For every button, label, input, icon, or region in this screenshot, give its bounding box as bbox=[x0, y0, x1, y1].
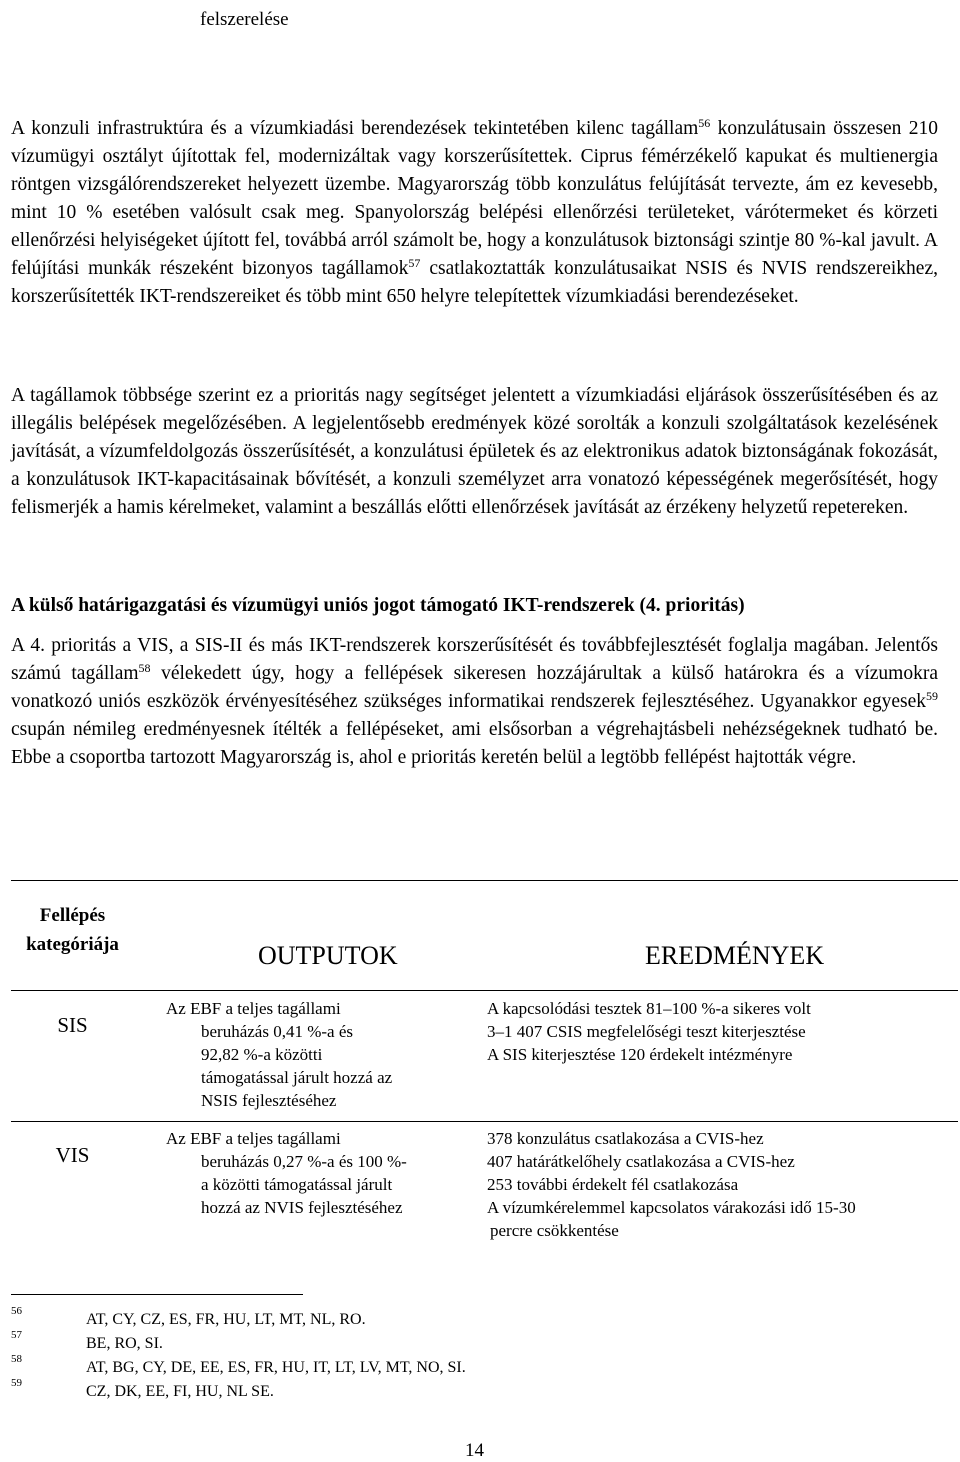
paragraph-text: A konzuli infrastruktúra és a vízumkiadási berendezések tekintetében kilenc tagállam bbox=[11, 118, 699, 139]
footnote-ref-57[interactable]: 57 bbox=[408, 256, 421, 270]
section-heading: A külső határigazgatási és vízumügyi uniós jogot támogató IKT-rendszerek (4. prioritás) bbox=[11, 595, 745, 616]
footnote-number-58: 58 bbox=[11, 1353, 22, 1365]
cell-line: A kapcsolódási tesztek 81–100 %-a sikeres volt bbox=[487, 999, 811, 1018]
table-header-results: EREDMÉNYEK bbox=[645, 941, 825, 970]
cell-line: 92,82 %-a közötti bbox=[201, 1045, 323, 1064]
header-line: Fellépés bbox=[39, 905, 106, 926]
header-line: kategóriája bbox=[26, 934, 119, 955]
footnote-text-57: BE, RO, SI. bbox=[86, 1335, 163, 1352]
page-number: 14 bbox=[465, 1440, 484, 1461]
cell-line: 253 további érdekelt fél csatlakozása bbox=[487, 1175, 739, 1194]
cell-line: 407 határátkelőhely csatlakozása a CVIS-hez bbox=[487, 1152, 795, 1171]
paragraph-text: csupán némileg eredményesnek ítélték a fellépéseket, ami elsősorban a végrehajtásbeli nehézségeknek tudható be. Ebbe a csoportba tartozott Magyarország is, ahol e prioritás keretén belül a legtöbb fellépést hajtották végre. bbox=[11, 719, 938, 768]
cell-line: percre csökkentése bbox=[490, 1221, 619, 1240]
paragraph-text: A tagállamok többsége szerint ez a prioritás nagy segítséget jelentett a vízumkiadási eljárások összerűsítésében és az illegális belépések megelőzésében. A legjelentősebb eredmények közé sorolták a konzuli szolgáltatások kezelésének javítását, a vízumfeldolgozás összerűsítését, a konzulátusi épületek és az elektronikus adatok biztonságának fokozását, a konzulátusok IKT-kapacitásainak bővítését, a konzuli személyzet arra vonatozó képességének megerősítését, hogy felismerjék a hamis kérelmeket, valamint a beszállás előtti ellenőrzések javítását az érzékeny helyzetű repetereken. bbox=[11, 385, 938, 518]
table-top-rule bbox=[11, 880, 958, 881]
table-row-rule bbox=[11, 1121, 958, 1122]
footnote-text-56: AT, CY, CZ, ES, FR, HU, LT, MT, NL, RO. bbox=[86, 1311, 366, 1328]
paragraph-priority-results bbox=[11, 382, 938, 522]
cell-line: 378 konzulátus csatlakozása a CVIS-hez bbox=[487, 1129, 764, 1148]
footnote-ref-59[interactable]: 59 bbox=[926, 689, 938, 703]
table-header-outputs: OUTPUTOK bbox=[258, 941, 398, 970]
paragraph-text: A 4. prioritás a VIS, a SIS-II és más IKT-rendszerek korszerűsítését és továbbfejlesztését foglalja magában. Jelentős számú tagállam bbox=[11, 635, 938, 684]
cell-line: 3–1 407 CSIS megfelelőségi teszt kiterjesztése bbox=[487, 1022, 806, 1041]
table-header-rule bbox=[11, 990, 958, 991]
paragraph-consular-infrastructure bbox=[11, 115, 938, 311]
paragraph-text: vélekedett úgy, hogy a fellépések sikeresen hozzájárultak a külső határokra és a vízumokra vonatkozó uniós eszközök érvényesítéséhez szükséges informatikai rendszerek fejlesztéséhez. Ugyanakkor egyesek bbox=[11, 663, 939, 712]
footnote-number-59: 59 bbox=[11, 1377, 22, 1389]
cell-line: beruházás 0,27 %-a és 100 %- bbox=[201, 1152, 407, 1171]
table-row-vis-results bbox=[487, 1127, 856, 1242]
table-row-sis-outputs bbox=[166, 997, 392, 1112]
cell-line: támogatással járult hozzá az bbox=[201, 1068, 393, 1087]
footnote-number-56: 56 bbox=[11, 1305, 22, 1317]
cell-line: hozzá az NVIS fejlesztéséhez bbox=[201, 1198, 403, 1217]
cell-line: beruházás 0,41 %-a és bbox=[201, 1022, 353, 1041]
cell-line: Az EBF a teljes tagállami bbox=[166, 999, 341, 1018]
table-row-vis-category: VIS bbox=[55, 1143, 90, 1167]
table-row-sis-results bbox=[487, 997, 811, 1066]
table-row-vis-outputs bbox=[166, 1127, 407, 1219]
footnote-ref-58[interactable]: 58 bbox=[138, 661, 151, 675]
table-row-sis-category: SIS bbox=[57, 1013, 88, 1037]
footnote-number-57: 57 bbox=[11, 1329, 22, 1341]
cell-line: NSIS fejlesztéséhez bbox=[201, 1091, 337, 1110]
running-header: felszerelése bbox=[200, 9, 289, 30]
footnote-text-59: CZ, DK, EE, FI, HU, NL SE. bbox=[86, 1383, 274, 1400]
cell-line: a közötti támogatással járult bbox=[201, 1175, 393, 1194]
footnote-text-58: AT, BG, CY, DE, EE, ES, FR, HU, IT, LT, LV, MT, NO, SI. bbox=[86, 1359, 466, 1376]
table-header-category bbox=[11, 901, 134, 959]
footnote-separator bbox=[11, 1294, 303, 1295]
paragraph-text: csatlakoztatták konzulátusaikat NSIS és NVIS rendszereikhez, korszerűsítették IKT-rendszereiket és több mint 650 helyre telepítettek vízumkiadási berendezéseket. bbox=[11, 258, 938, 307]
footnote-ref-56[interactable]: 56 bbox=[698, 116, 711, 130]
cell-line: A vízumkérelemmel kapcsolatos várakozási idő 15-30 bbox=[487, 1198, 856, 1217]
cell-line: Az EBF a teljes tagállami bbox=[166, 1129, 341, 1148]
paragraph-text: konzulátusain összesen 210 vízumügyi osztályt újítottak fel, modernizáltak vagy korszerűsítettek. Ciprus fémérzékelő kapukat és multienergia röntgen vizsgálórendszereket helyezett üzembe. Magyarország több konzulátus felújítását tervezte, ám ez kevesebb, mint 10 % esetében valósult csak meg. Spanyolország belépési ellenőrzési területeket, várótermeket és körzeti ellenőrzési helyiségeket újított fel, továbbá arról számolt be, hogy a konzulátusok biztonsági szintje 80 %-kal javult. A felújítási munkák részeként bizonyos tagállamok bbox=[11, 118, 938, 279]
paragraph-priority-4 bbox=[11, 632, 938, 772]
cell-line: A SIS kiterjesztése 120 érdekelt intézményre bbox=[487, 1045, 793, 1064]
